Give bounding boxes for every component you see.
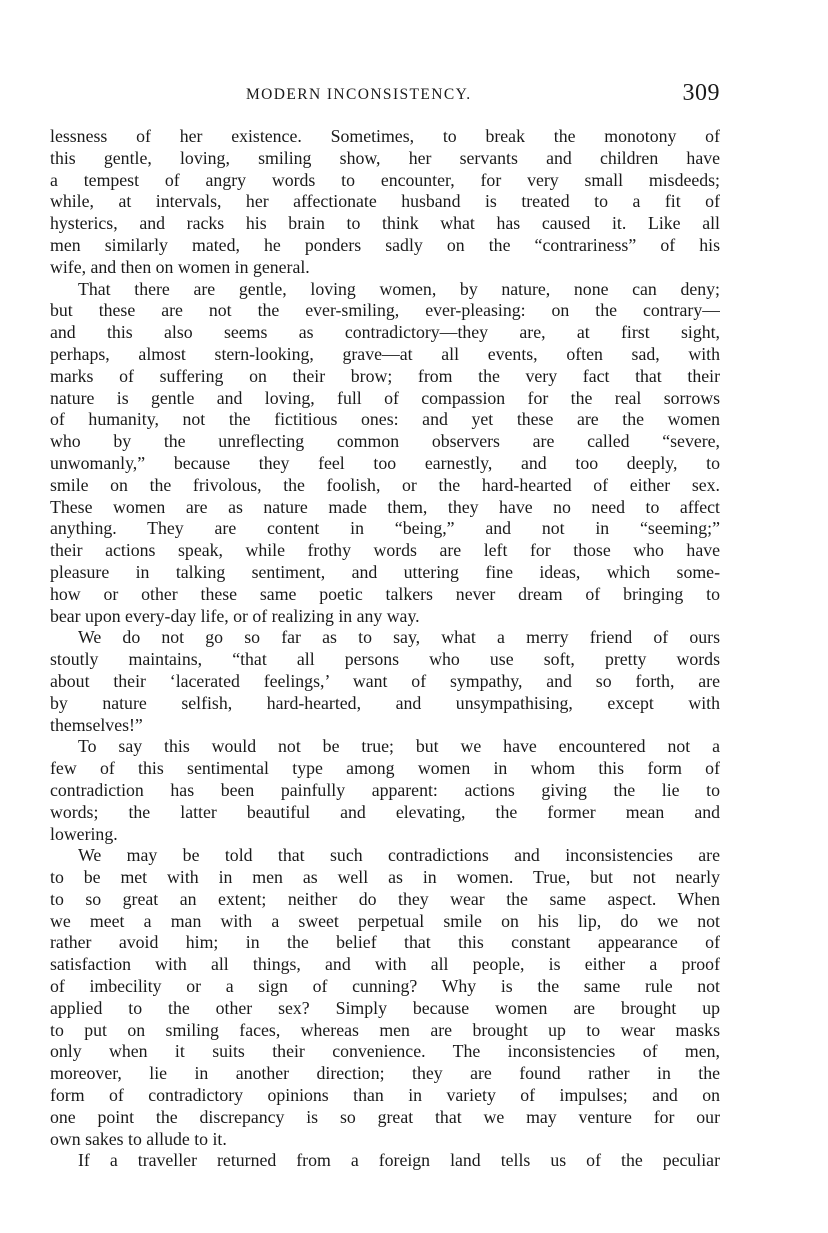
text-line: moreover, lie in another direction; they are found rather in the [50, 1063, 720, 1084]
text-line: this gentle, loving, smiling show, her servants and children have [50, 147, 720, 168]
text-line: to so great an extent; neither do they wear the same aspect. When [50, 888, 720, 909]
text-line: perhaps, almost stern-looking, grave—at all events, often sad, with [50, 343, 720, 364]
text-line: bear upon every-day life, or of realizing in any way. [50, 605, 420, 626]
text-line: applied to the other sex? Simply because women are brought up [50, 997, 720, 1018]
text-line: to put on smiling faces, whereas men are brought up to wear masks [50, 1019, 720, 1040]
text-line: words; the latter beautiful and elevating, the former mean and [50, 801, 720, 822]
text-line: If a traveller returned from a foreign land tells us of the peculiar [78, 1150, 720, 1171]
text-line: stoutly maintains, “that all persons who use soft, pretty words [50, 649, 720, 670]
text-line: to be met with in men as well as in women. True, but not nearly [50, 867, 720, 888]
text-line: pleasure in talking sentiment, and uttering fine ideas, which some- [50, 561, 720, 582]
text-line: own sakes to allude to it. [50, 1128, 227, 1149]
text-line: but these are not the ever-smiling, ever-pleasing: on the contrary— [50, 300, 720, 321]
text-line: form of contradictory opinions than in variety of impulses; and on [50, 1085, 720, 1106]
text-line: of imbecility or a sign of cunning? Why is the same rule not [50, 976, 720, 997]
running-title: MODERN INCONSISTENCY. [246, 86, 472, 103]
text-line: we meet a man with a sweet perpetual smile on his lip, do we not [50, 910, 720, 931]
text-line: by nature selfish, hard-hearted, and unsympathising, except with [50, 692, 720, 713]
text-line: We may be told that such contradictions and inconsistencies are [78, 845, 720, 866]
text-line: anything. They are content in “being,” and not in “seeming;” [50, 518, 720, 539]
text-line: rather avoid him; in the belief that this constant appearance of [50, 932, 720, 953]
text-line: These women are as nature made them, they have no need to affect [50, 496, 720, 517]
text-line: marks of suffering on their brow; from the very fact that their [50, 365, 720, 386]
text-line: few of this sentimental type among women in whom this form of [50, 758, 720, 779]
text-line: nature is gentle and loving, full of compassion for the real sorrows [50, 387, 720, 408]
text-line: one point the discrepancy is so great that we may venture for our [50, 1106, 720, 1127]
text-line: only when it suits their convenience. The inconsistencies of men, [50, 1041, 720, 1062]
text-line: satisfaction with all things, and with all people, is either a proof [50, 954, 720, 975]
text-line: who by the unreflecting common observers are called “severe, [50, 431, 720, 452]
body-text [50, 126, 720, 1172]
text-line: To say this would not be true; but we have encountered not a [78, 736, 720, 757]
text-line: of humanity, not the fictitious ones: and yet these are the women [50, 409, 720, 430]
page-number: 309 [682, 80, 720, 106]
text-line: We do not go so far as to say, what a merry friend of ours [78, 627, 720, 648]
text-line: That there are gentle, loving women, by nature, none can deny; [78, 278, 720, 299]
text-line: how or other these same poetic talkers never dream of bringing to [50, 583, 720, 604]
text-line: lessness of her existence. Sometimes, to break the monotony of [50, 126, 720, 146]
text-line: and this also seems as contradictory—they are, at first sight, [50, 322, 720, 343]
text-line: their actions speak, while frothy words are left for those who have [50, 540, 720, 561]
text-line: smile on the frivolous, the foolish, or the hard-hearted of either sex. [50, 474, 720, 495]
text-line: lowering. [50, 823, 118, 844]
text-line: about their ‘lacerated feelings,’ want of sympathy, and so forth, are [50, 670, 720, 691]
text-line: a tempest of angry words to encounter, for very small misdeeds; [50, 169, 720, 190]
text-line: while, at intervals, her affectionate husband is treated to a fit of [50, 191, 720, 212]
running-head [50, 80, 720, 116]
text-line: contradiction has been painfully apparent: actions giving the lie to [50, 779, 720, 800]
text-line: wife, and then on women in general. [50, 256, 310, 277]
text-line: unwomanly,” because they feel too earnestly, and too deeply, to [50, 452, 720, 473]
text-line: men similarly mated, he ponders sadly on the “contrariness” of his [50, 234, 720, 255]
text-line: themselves!” [50, 714, 143, 735]
text-line: hysterics, and racks his brain to think what has caused it. Like all [50, 213, 720, 234]
